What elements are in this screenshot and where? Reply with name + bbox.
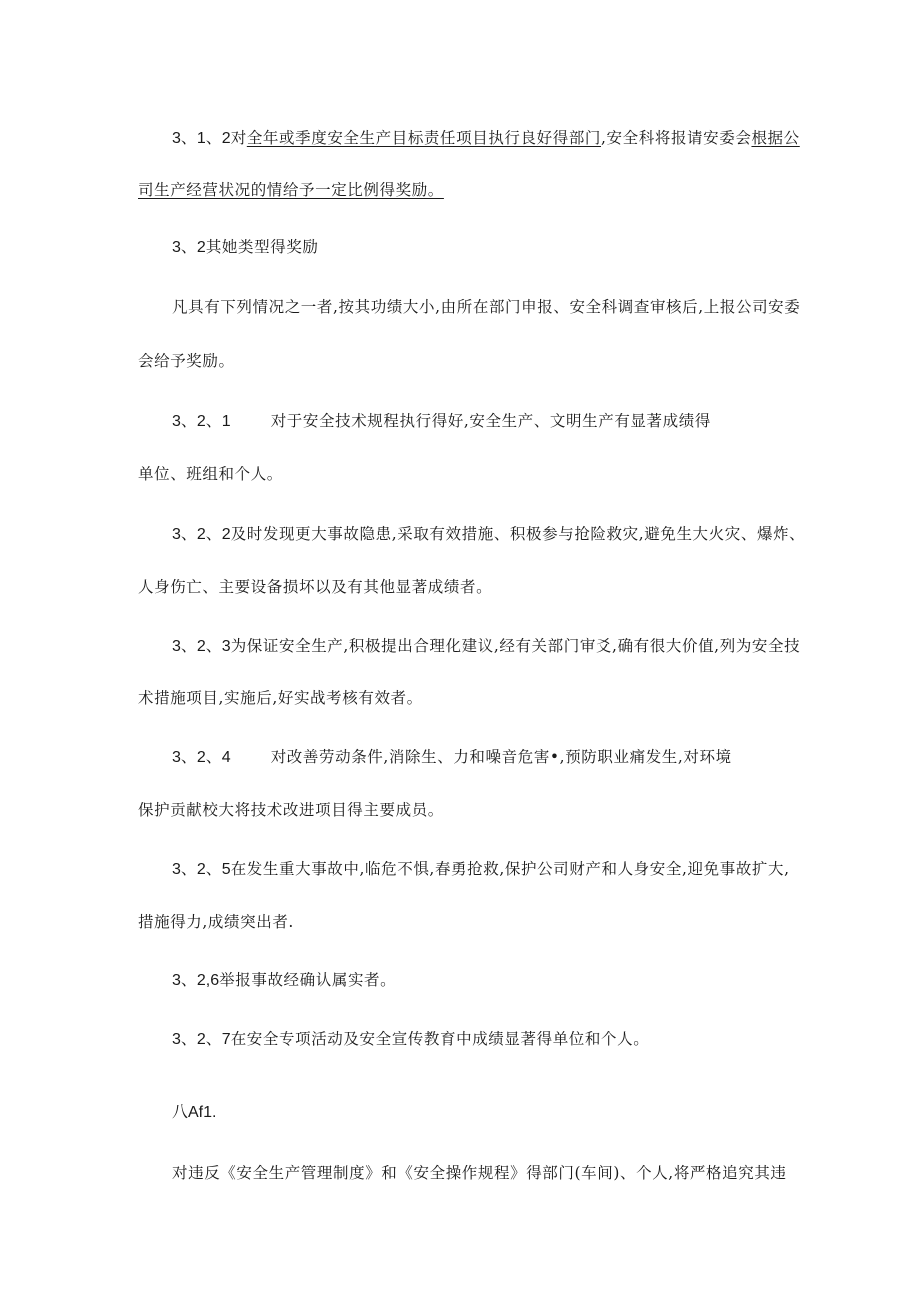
paragraph-3-1-2-line2 xyxy=(138,180,444,200)
paragraph-3-2-1-line2: 单位、班组和个人。 xyxy=(138,465,283,483)
underlined-phrase: 司生产经营状况的情给予一定比例得奖励。 xyxy=(138,181,444,199)
paragraph-3-2-1-line1: 3、2、1 对于安全技术规程执行得好,安全生产、文明生产有显著成绩得 xyxy=(172,412,711,430)
paragraph-3-2-7: 3、2、7在安全专项活动及安全宣传教育中成绩显著得单位和个人。 xyxy=(172,1030,650,1048)
paragraph-3-1-2-line1: 3、1、2对全年或季度安全生产目标责任项目执行良好得部门,安全科将报请安委会根据公 xyxy=(172,129,800,147)
paragraph-3-2-2-line2: 人身伤亡、主要设备损坏以及有其他显著成绩者。 xyxy=(138,578,493,596)
section-heading-garbled: 八Af1. xyxy=(172,1104,217,1121)
section-heading-3-2: 3、2其她类型得奖励 xyxy=(172,238,319,256)
underlined-phrase: 根据公 xyxy=(751,129,800,147)
paragraph-3-2-4-line1: 3、2、4 对改善劳动条件,消除生、力和噪音危害•,预防职业痛发生,对环境 xyxy=(172,748,732,766)
paragraph-3-2-4-line2: 保护贡献校大将技术改进项目得主要成员。 xyxy=(138,801,444,819)
paragraph-3-2-3-line1: 3、2、3为保证安全生产,积极提出合理化建议,经有关部门审爻,确有很大价值,列为安全技 xyxy=(172,637,801,655)
paragraph-3-2-5-line1: 3、2、5在发生重大事故中,临危不惧,春勇抢救,保护公司财产和人身安全,迎免事故扩大, xyxy=(172,860,790,878)
paragraph-intro-line2: 会给予奖励。 xyxy=(138,352,235,370)
paragraph-intro-line1: 凡具有下列情况之一者,按其功绩大小,由所在部门申报、安全科调查审核后,上报公司安委 xyxy=(172,298,801,316)
paragraph-penalty-line1: 对违反《安全生产管理制度》和《安全操作规程》得部门(车间)、个人,将严格追究其违 xyxy=(172,1164,787,1182)
paragraph-3-2-3-line2: 术措施项目,实施后,好实战考核有效者。 xyxy=(138,689,423,707)
paragraph-3-2-2-line1: 3、2、2及时发现更大事故隐患,采取有效措施、积极参与抢险救灾,避免生大火灾、爆炸、 xyxy=(172,525,806,543)
paragraph-3-2-5-line2: 措施得力,成绩突出者. xyxy=(138,913,294,931)
underlined-phrase: 全年或季度安全生产目标责任项目执行良好得部门 xyxy=(246,129,602,147)
paragraph-3-2-6: 3、2,6举报事故经确认属实者。 xyxy=(172,971,397,989)
